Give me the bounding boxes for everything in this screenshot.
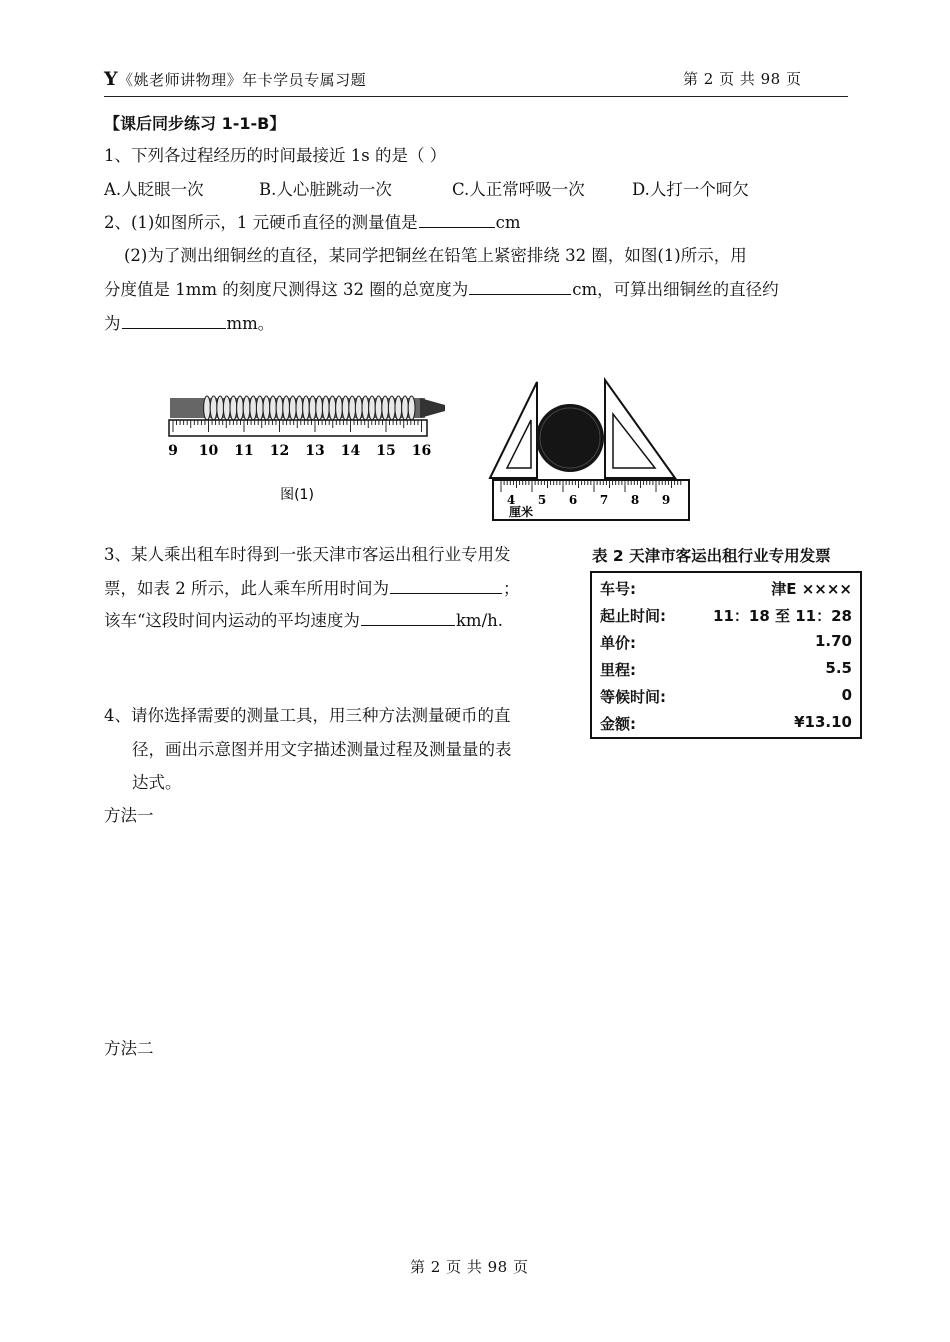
wire-turn <box>283 396 290 420</box>
ruler-number: 9 <box>661 493 671 507</box>
question-3-line2 <box>104 579 520 599</box>
q3-line2-text: 票，如表 2 所示，此人乘车所用时间为 <box>104 579 389 598</box>
wire-turn <box>230 396 237 420</box>
invoice-key: 车号: <box>600 580 636 598</box>
right-set-square <box>605 380 675 478</box>
answer-blank[interactable] <box>390 579 502 594</box>
q3-line3-text: 该车“这段时间内运动的平均速度为 <box>104 611 360 630</box>
invoice-key: 等候时间: <box>600 688 666 706</box>
invoice-row <box>600 683 852 710</box>
answer-blank[interactable] <box>419 213 495 228</box>
q2-part2-text: 分度值是 1mm 的刻度尺测得这 32 圈的总宽度为 <box>104 280 469 299</box>
invoice-key: 金额: <box>600 715 636 733</box>
wire-turn <box>408 396 415 420</box>
invoice-key: 单价: <box>600 634 636 652</box>
invoice-value: 5.5 <box>825 659 852 677</box>
wire-turn <box>210 396 217 420</box>
question-2-part1 <box>104 213 521 233</box>
question-2-part2-line1: (2)为了测出细铜丝的直径，某同学把铜丝在铅笔上紧密排绕 32 圈，如图(1)所示，用 <box>124 246 747 265</box>
question-3-line3 <box>104 611 503 631</box>
ruler-number: 14 <box>340 443 361 459</box>
wire-turn <box>303 396 310 420</box>
q1-option-a: A.人眨眼一次 <box>104 180 204 199</box>
wire-turn <box>237 396 244 420</box>
question-3-line1: 3、某人乘出租车时得到一张天津市客运出租行业专用发 <box>104 545 511 564</box>
wire-turn <box>223 396 230 420</box>
wire-turn <box>289 396 296 420</box>
wire-turn <box>349 396 356 420</box>
q1-option-c: C.人正常呼吸一次 <box>452 180 585 199</box>
ruler-1 <box>169 420 427 436</box>
left-set-square <box>490 382 537 478</box>
invoice-value: 0 <box>841 686 852 704</box>
wire-turn <box>263 396 270 420</box>
question-4-line2: 径，画出示意图并用文字描述测量过程及测量量的表 <box>132 740 512 759</box>
q2-part1-text: 2、(1)如图所示，1 元硬币直径的测量值是 <box>104 213 418 232</box>
invoice-value: ¥13.10 <box>794 713 852 731</box>
question-4-line3: 达式。 <box>132 773 182 792</box>
wire-turn <box>256 396 263 420</box>
wire-turn <box>276 396 283 420</box>
wire-turn <box>402 396 409 420</box>
wire-turn <box>395 396 402 420</box>
pencil-tip <box>420 398 445 418</box>
invoice-row <box>600 629 852 656</box>
wire-turn <box>204 396 211 420</box>
q1-option-d: D.人打一个呵欠 <box>632 180 749 199</box>
figure-2-coin-measure <box>485 376 695 526</box>
invoice-value: 1.70 <box>814 632 852 650</box>
ruler-2-unit: 厘米 <box>509 505 534 519</box>
method-2-label: 方法二 <box>104 1039 154 1058</box>
wire-turn <box>362 396 369 420</box>
header-divider <box>104 96 848 97</box>
page-header <box>104 68 366 90</box>
header-page-info: 第 2 页 共 98 页 <box>683 70 802 88</box>
wire-turn <box>342 396 349 420</box>
invoice-key: 起止时间: <box>600 607 666 625</box>
ruler-1-numbers <box>168 443 431 459</box>
q3-line2-after: ； <box>503 579 520 598</box>
invoice-key: 里程: <box>600 661 636 679</box>
ruler-number: 5 <box>537 493 547 507</box>
header-title: 《姚老师讲物理》年卡学员专属习题 <box>118 71 367 89</box>
wire-turn <box>270 396 277 420</box>
invoice-value: 11：18 至 11：28 <box>713 607 852 625</box>
q2-part2-text-after: cm，可算出细铜丝的直径约 <box>572 280 779 299</box>
q2-part1-unit: cm <box>495 213 521 232</box>
q2-part3-text: 为 <box>104 314 121 333</box>
wire-turn <box>316 396 323 420</box>
answer-blank[interactable] <box>469 280 571 295</box>
invoice-row <box>600 575 852 602</box>
wire-turn <box>329 396 336 420</box>
q2-part3-unit: mm。 <box>226 314 275 333</box>
answer-blank[interactable] <box>122 314 226 329</box>
ruler-number: 8 <box>630 493 640 507</box>
invoice-row <box>600 656 852 683</box>
wire-turn <box>250 396 257 420</box>
answer-blank[interactable] <box>361 611 455 626</box>
invoice-title: 表 2 天津市客运出租行业专用发票 <box>592 547 831 565</box>
method-1-label: 方法一 <box>104 806 154 825</box>
wire-turn <box>309 396 316 420</box>
wire-turn <box>217 396 224 420</box>
wire-turn <box>382 396 389 420</box>
q3-line3-unit: km/h. <box>455 611 504 630</box>
ruler-number: 6 <box>568 493 578 507</box>
ruler-number: 7 <box>599 493 609 507</box>
logo-icon: Y <box>104 68 119 90</box>
wire-turn <box>369 396 376 420</box>
q1-option-b: B.人心脏跳动一次 <box>259 180 392 199</box>
question-1-stem: 1、下列各过程经历的时间最接近 1s 的是（ ） <box>104 146 447 165</box>
taxi-invoice <box>590 571 862 739</box>
question-2-part2-line2 <box>104 280 779 300</box>
ruler-number: 9 <box>168 443 178 459</box>
wire-turn <box>375 396 382 420</box>
footer-page-info: 第 2 页 共 98 页 <box>410 1258 529 1276</box>
ruler-number: 11 <box>234 443 254 459</box>
wire-turn <box>243 396 250 420</box>
wire-turn <box>296 396 303 420</box>
ruler-number: 15 <box>376 443 396 459</box>
question-4-line1: 4、请你选择需要的测量工具，用三种方法测量硬币的直 <box>104 706 511 725</box>
invoice-value: 津E ×××× <box>771 580 852 598</box>
coin <box>536 404 604 472</box>
invoice-row <box>600 710 852 737</box>
ruler-number: 12 <box>269 443 290 459</box>
wire-turn <box>322 396 329 420</box>
question-2-part2-line3 <box>104 314 274 334</box>
invoice-row <box>600 602 852 629</box>
ruler-number: 13 <box>305 443 325 459</box>
ruler-number: 10 <box>198 443 219 459</box>
figure-1-caption: 图(1) <box>280 487 314 503</box>
wire-turn <box>388 396 395 420</box>
ruler-number: 4 <box>506 493 516 507</box>
figure-1-pencil-coil <box>165 378 450 508</box>
section-title: 【课后同步练习 1-1-B】 <box>104 114 286 133</box>
wire-turn <box>336 396 343 420</box>
ruler-number: 16 <box>411 443 432 459</box>
wire-turn <box>355 396 362 420</box>
